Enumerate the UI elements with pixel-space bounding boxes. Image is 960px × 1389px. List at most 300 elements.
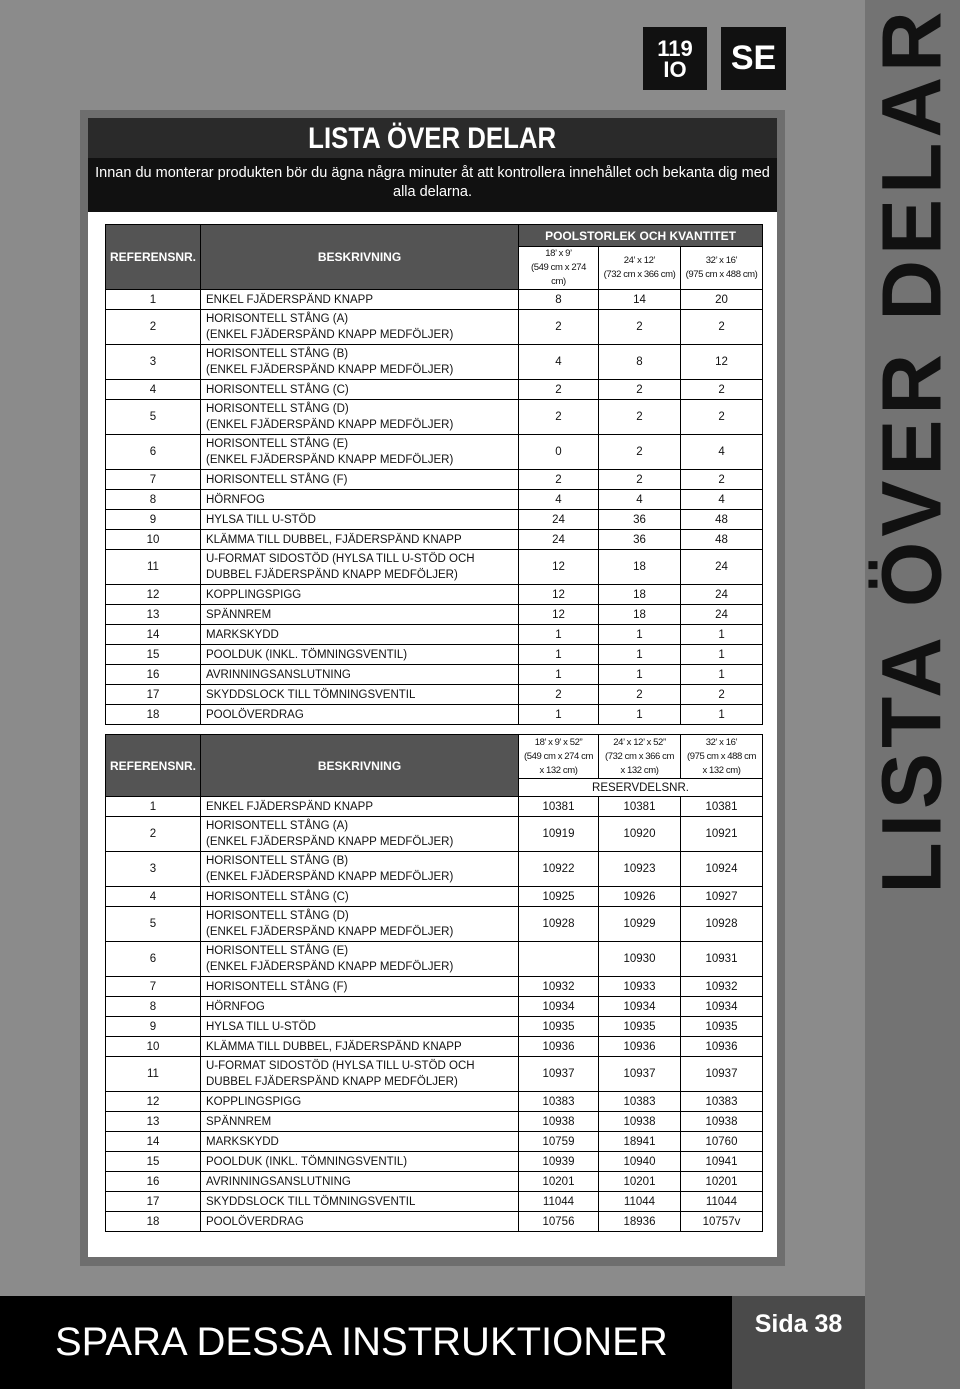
- value-cell: 10937: [681, 1057, 763, 1092]
- value-cell: 12: [681, 345, 763, 380]
- value-cell: 10756: [519, 1212, 599, 1232]
- page-title-text: LISTA ÖVER DELAR: [308, 122, 557, 155]
- table-row: [106, 1172, 763, 1192]
- desc-line: HORISONTELL STÅNG (C): [206, 383, 349, 396]
- value-cell: 24: [681, 605, 763, 625]
- value-cell: 1: [599, 625, 681, 645]
- ref-cell: 14: [106, 1132, 201, 1152]
- desc-line: (ENKEL FJÄDERSPÄND KNAPP MEDFÖLJER): [206, 871, 454, 883]
- value-cell: 2: [599, 400, 681, 435]
- value-cell: 2: [519, 310, 599, 345]
- ref-cell: 7: [106, 470, 201, 490]
- value-cell: 2: [681, 470, 763, 490]
- value-cell: 10935: [681, 1017, 763, 1037]
- desc-line: DUBBEL FJÄDERSPÄND KNAPP MEDFÖLJER): [206, 569, 458, 581]
- table-row: [106, 310, 763, 345]
- value-cell: 11044: [519, 1192, 599, 1212]
- desc-line: HORISONTELL STÅNG (D): [206, 403, 349, 415]
- value-cell: 14: [599, 290, 681, 310]
- ref-cell: 12: [106, 1092, 201, 1112]
- size-metric: (732 cm x 366 cm): [603, 269, 676, 280]
- value-cell: 10937: [519, 1057, 599, 1092]
- desc-line: (ENKEL FJÄDERSPÄND KNAPP MEDFÖLJER): [206, 961, 454, 973]
- table-header-row: [106, 735, 763, 779]
- table-row: [106, 605, 763, 625]
- desc-cell: [201, 852, 519, 887]
- value-cell: 10927: [681, 887, 763, 907]
- value-cell: 10924: [681, 852, 763, 887]
- desc-cell: [201, 435, 519, 470]
- save-instructions-banner: SPARA DESSA INSTRUKTIONER: [0, 1296, 732, 1389]
- desc-line: POOLÖVERDRAG: [206, 708, 304, 721]
- ref-cell: 12: [106, 585, 201, 605]
- table-row: [106, 997, 763, 1017]
- value-cell: 10381: [681, 797, 763, 817]
- table-row: [106, 907, 763, 942]
- value-cell: 10938: [599, 1112, 681, 1132]
- value-cell: 1: [599, 665, 681, 685]
- table-row: [106, 345, 763, 380]
- desc-line: KOPPLINGSPIGG: [206, 1095, 302, 1108]
- table-row: [106, 400, 763, 435]
- desc-line: SPÄNNREM: [206, 1115, 272, 1128]
- table-row: [106, 977, 763, 997]
- table-row: [106, 510, 763, 530]
- value-cell: 10757v: [681, 1212, 763, 1232]
- desc-cell: [201, 1057, 519, 1092]
- value-cell: 48: [681, 510, 763, 530]
- table-row: [106, 380, 763, 400]
- value-cell: 4: [681, 490, 763, 510]
- ref-cell: 5: [106, 907, 201, 942]
- value-cell: 4: [681, 435, 763, 470]
- desc-cell: [201, 1112, 519, 1132]
- value-cell: 24: [519, 510, 599, 530]
- table-row: [106, 550, 763, 585]
- desc-cell: [201, 645, 519, 665]
- value-cell: 18: [599, 585, 681, 605]
- desc-line: POOLÖVERDRAG: [206, 1215, 304, 1228]
- desc-line: HYLSA TILL U-STÖD: [206, 513, 316, 526]
- desc-line: KOPPLINGSPIGG: [206, 588, 302, 601]
- size-header: [681, 247, 763, 290]
- size-dim: 24’ x 12’: [623, 255, 656, 266]
- value-cell: 2: [599, 470, 681, 490]
- value-cell: 12: [519, 550, 599, 585]
- value-cell: 1: [681, 645, 763, 665]
- value-cell: 2: [519, 685, 599, 705]
- desc-line: ENKEL FJÄDERSPÄND KNAPP: [206, 800, 374, 813]
- col-ref-header: REFERENSNR.: [106, 735, 201, 797]
- value-cell: 1: [681, 705, 763, 725]
- value-cell: 1: [519, 645, 599, 665]
- size-dim: 18’ x 9’ x 52”: [534, 736, 583, 748]
- value-cell: 10926: [599, 887, 681, 907]
- value-cell: 48: [681, 530, 763, 550]
- value-cell: 10201: [519, 1172, 599, 1192]
- value-cell: 10928: [681, 907, 763, 942]
- ref-cell: 10: [106, 1037, 201, 1057]
- ref-cell: 13: [106, 1112, 201, 1132]
- value-cell: 4: [519, 345, 599, 380]
- value-cell: 1: [599, 705, 681, 725]
- value-cell: 10935: [519, 1017, 599, 1037]
- desc-line: HORISONTELL STÅNG (B): [206, 855, 349, 867]
- desc-line: HORISONTELL STÅNG (F): [206, 473, 348, 486]
- desc-cell: [201, 380, 519, 400]
- value-cell: 2: [681, 310, 763, 345]
- desc-cell: [201, 470, 519, 490]
- desc-cell: [201, 997, 519, 1017]
- size-header: [599, 247, 681, 290]
- desc-line: U-FORMAT SIDOSTÖD (HYLSA TILL U-STÖD OCH: [206, 553, 475, 565]
- value-cell: 10937: [599, 1057, 681, 1092]
- value-cell: 11044: [681, 1192, 763, 1212]
- value-cell: 10936: [519, 1037, 599, 1057]
- value-cell: 10383: [599, 1092, 681, 1112]
- value-cell: 10938: [681, 1112, 763, 1132]
- spare-part-group-label: RESERVDELSNR.: [519, 779, 763, 797]
- value-cell: 1: [599, 645, 681, 665]
- value-cell: 2: [681, 685, 763, 705]
- value-cell: 10938: [519, 1112, 599, 1132]
- table-row: [106, 685, 763, 705]
- desc-cell: [201, 530, 519, 550]
- desc-cell: [201, 797, 519, 817]
- ref-cell: 3: [106, 345, 201, 380]
- value-cell: 10932: [519, 977, 599, 997]
- col-desc-header: BESKRIVNING: [201, 225, 519, 290]
- size-metric: (549 cm x 274 cm: [523, 750, 594, 762]
- table-row: [106, 1037, 763, 1057]
- desc-cell: [201, 665, 519, 685]
- value-cell: 1: [519, 665, 599, 685]
- value-cell: 10923: [599, 852, 681, 887]
- ref-cell: 16: [106, 665, 201, 685]
- table-row: [106, 470, 763, 490]
- ref-cell: 18: [106, 705, 201, 725]
- ref-cell: 18: [106, 1212, 201, 1232]
- ref-cell: 5: [106, 400, 201, 435]
- value-cell: 10919: [519, 817, 599, 852]
- desc-line: HORISONTELL STÅNG (C): [206, 890, 349, 903]
- desc-cell: [201, 310, 519, 345]
- value-cell: 1: [519, 625, 599, 645]
- value-cell: 10929: [599, 907, 681, 942]
- desc-cell: [201, 1192, 519, 1212]
- value-cell: 10920: [599, 817, 681, 852]
- ref-cell: 15: [106, 645, 201, 665]
- desc-cell: [201, 977, 519, 997]
- ref-cell: 17: [106, 685, 201, 705]
- desc-line: ENKEL FJÄDERSPÄND KNAPP: [206, 293, 374, 306]
- desc-line: (ENKEL FJÄDERSPÄND KNAPP MEDFÖLJER): [206, 329, 454, 341]
- ref-cell: 14: [106, 625, 201, 645]
- value-cell: 10759: [519, 1132, 599, 1152]
- table-row: [106, 1112, 763, 1132]
- quantity-table: [105, 224, 763, 725]
- size-metric2: x 132 cm): [620, 764, 659, 776]
- model-badge: [643, 27, 707, 90]
- table-row: [106, 852, 763, 887]
- ref-cell: 15: [106, 1152, 201, 1172]
- model-line1: 119: [657, 35, 693, 61]
- desc-cell: [201, 887, 519, 907]
- desc-cell: [201, 685, 519, 705]
- size-header: [681, 735, 763, 779]
- page-title: [88, 118, 777, 158]
- value-cell: 24: [519, 530, 599, 550]
- ref-cell: 9: [106, 1017, 201, 1037]
- value-cell: 24: [681, 550, 763, 585]
- desc-line: HORISONTELL STÅNG (F): [206, 980, 348, 993]
- value-cell: 2: [681, 400, 763, 435]
- desc-cell: [201, 345, 519, 380]
- table-row: [106, 435, 763, 470]
- value-cell: 8: [519, 290, 599, 310]
- ref-cell: 6: [106, 435, 201, 470]
- value-cell: 0: [519, 435, 599, 470]
- value-cell: 2: [681, 380, 763, 400]
- value-cell: 2: [519, 400, 599, 435]
- desc-line: (ENKEL FJÄDERSPÄND KNAPP MEDFÖLJER): [206, 419, 454, 431]
- value-cell: 10932: [681, 977, 763, 997]
- value-cell: [519, 942, 599, 977]
- desc-line: HORISONTELL STÅNG (D): [206, 910, 349, 922]
- value-cell: 4: [519, 490, 599, 510]
- model-line2: IO: [663, 56, 687, 82]
- ref-cell: 4: [106, 887, 201, 907]
- desc-line: HÖRNFOG: [206, 1000, 265, 1013]
- ref-cell: 8: [106, 490, 201, 510]
- value-cell: 10928: [519, 907, 599, 942]
- value-cell: 18941: [599, 1132, 681, 1152]
- ref-cell: 4: [106, 380, 201, 400]
- table-row: [106, 1152, 763, 1172]
- value-cell: 10383: [519, 1092, 599, 1112]
- desc-cell: [201, 1132, 519, 1152]
- desc-line: SPÄNNREM: [206, 608, 272, 621]
- value-cell: 10939: [519, 1152, 599, 1172]
- desc-line: KLÄMMA TILL DUBBEL, FJÄDERSPÄND KNAPP: [206, 533, 462, 546]
- desc-line: AVRINNINGSANSLUTNING: [206, 1175, 351, 1188]
- desc-cell: [201, 585, 519, 605]
- desc-cell: [201, 400, 519, 435]
- value-cell: 36: [599, 530, 681, 550]
- desc-line: HORISONTELL STÅNG (A): [206, 820, 349, 832]
- table-header-row: [106, 225, 763, 247]
- ref-cell: 16: [106, 1172, 201, 1192]
- value-cell: 10921: [681, 817, 763, 852]
- value-cell: 2: [519, 470, 599, 490]
- value-cell: 10925: [519, 887, 599, 907]
- value-cell: 10381: [599, 797, 681, 817]
- desc-line: MARKSKYDD: [206, 1135, 279, 1148]
- size-metric2: x 132 cm): [702, 764, 741, 776]
- value-cell: 4: [599, 490, 681, 510]
- desc-cell: [201, 1172, 519, 1192]
- desc-cell: [201, 942, 519, 977]
- desc-line: (ENKEL FJÄDERSPÄND KNAPP MEDFÖLJER): [206, 836, 454, 848]
- ref-cell: 2: [106, 817, 201, 852]
- size-dim: 32’ x 16’: [705, 736, 738, 748]
- size-metric: (975 cm x 488 cm): [685, 269, 758, 280]
- value-cell: 10935: [599, 1017, 681, 1037]
- desc-line: HORISONTELL STÅNG (A): [206, 313, 349, 325]
- value-cell: 18: [599, 550, 681, 585]
- size-header: [599, 735, 681, 779]
- desc-line: SKYDDSLOCK TILL TÖMNINGSVENTIL: [206, 688, 416, 701]
- ref-cell: 9: [106, 510, 201, 530]
- table-row: [106, 290, 763, 310]
- desc-cell: [201, 817, 519, 852]
- size-group-header: POOLSTORLEK OCH KVANTITET: [519, 225, 763, 247]
- table-row: [106, 665, 763, 685]
- col-ref-header: REFERENSNR.: [106, 225, 201, 290]
- desc-line: (ENKEL FJÄDERSPÄND KNAPP MEDFÖLJER): [206, 926, 454, 938]
- value-cell: 10760: [681, 1132, 763, 1152]
- spare-parts-table: [105, 734, 763, 1232]
- desc-cell: [201, 605, 519, 625]
- table-row: [106, 887, 763, 907]
- value-cell: 10201: [681, 1172, 763, 1192]
- value-cell: 10934: [519, 997, 599, 1017]
- value-cell: 12: [519, 605, 599, 625]
- table-row: [106, 645, 763, 665]
- value-cell: 10934: [599, 997, 681, 1017]
- value-cell: 2: [599, 310, 681, 345]
- desc-line: HORISONTELL STÅNG (E): [206, 945, 349, 957]
- side-title: LISTA ÖVER DELAR: [864, 6, 959, 894]
- table-row: [106, 530, 763, 550]
- ref-cell: 11: [106, 1057, 201, 1092]
- value-cell: 10922: [519, 852, 599, 887]
- table-row: [106, 1192, 763, 1212]
- desc-cell: [201, 1092, 519, 1112]
- value-cell: 10934: [681, 997, 763, 1017]
- ref-cell: 1: [106, 290, 201, 310]
- value-cell: 10933: [599, 977, 681, 997]
- page-number: Sida 38: [732, 1296, 865, 1389]
- value-cell: 2: [599, 380, 681, 400]
- ref-cell: 2: [106, 310, 201, 345]
- value-cell: 8: [599, 345, 681, 380]
- table-row: [106, 1017, 763, 1037]
- size-header: [519, 735, 599, 779]
- table-row: [106, 705, 763, 725]
- size-metric2: x 132 cm): [539, 764, 578, 776]
- desc-cell: [201, 290, 519, 310]
- value-cell: 10931: [681, 942, 763, 977]
- table-row: [106, 1057, 763, 1092]
- desc-cell: [201, 550, 519, 585]
- table-row: [106, 1212, 763, 1232]
- size-metric: (549 cm x 274 cm): [531, 262, 586, 287]
- table-row: [106, 490, 763, 510]
- table-row: [106, 817, 763, 852]
- value-cell: 18936: [599, 1212, 681, 1232]
- desc-cell: [201, 1152, 519, 1172]
- value-cell: 10936: [681, 1037, 763, 1057]
- desc-cell: [201, 1212, 519, 1232]
- value-cell: 2: [599, 435, 681, 470]
- desc-line: (ENKEL FJÄDERSPÄND KNAPP MEDFÖLJER): [206, 454, 454, 466]
- ref-cell: 6: [106, 942, 201, 977]
- col-desc-header: BESKRIVNING: [201, 735, 519, 797]
- table-row: [106, 942, 763, 977]
- desc-line: POOLDUK (INKL. TÖMNINGSVENTIL): [206, 1155, 408, 1168]
- value-cell: 1: [681, 625, 763, 645]
- desc-line: HORISONTELL STÅNG (B): [206, 348, 349, 360]
- desc-line: MARKSKYDD: [206, 628, 279, 641]
- value-cell: 10381: [519, 797, 599, 817]
- table-row: [106, 1092, 763, 1112]
- desc-line: DUBBEL FJÄDERSPÄND KNAPP MEDFÖLJER): [206, 1076, 458, 1088]
- size-dim: 18’ x 9’: [545, 248, 572, 259]
- value-cell: 10940: [599, 1152, 681, 1172]
- value-cell: 20: [681, 290, 763, 310]
- desc-line: AVRINNINGSANSLUTNING: [206, 668, 351, 681]
- value-cell: 12: [519, 585, 599, 605]
- ref-cell: 17: [106, 1192, 201, 1212]
- value-cell: 10383: [681, 1092, 763, 1112]
- desc-cell: [201, 1037, 519, 1057]
- value-cell: 1: [681, 665, 763, 685]
- table-row: [106, 1132, 763, 1152]
- value-cell: 18: [599, 605, 681, 625]
- desc-line: HORISONTELL STÅNG (E): [206, 438, 349, 450]
- size-dim: 24’ x 12’ x 52”: [613, 736, 666, 748]
- value-cell: 1: [519, 705, 599, 725]
- value-cell: 10941: [681, 1152, 763, 1172]
- desc-line: (ENKEL FJÄDERSPÄND KNAPP MEDFÖLJER): [206, 364, 454, 376]
- ref-cell: 13: [106, 605, 201, 625]
- desc-cell: [201, 510, 519, 530]
- intro-text: Innan du monterar produkten bör du ägna några minuter åt att kontrollera innehållet och bekanta dig med alla delarna.: [88, 158, 777, 212]
- size-metric: (975 cm x 488 cm: [686, 750, 757, 762]
- value-cell: 11044: [599, 1192, 681, 1212]
- ref-cell: 3: [106, 852, 201, 887]
- desc-line: SKYDDSLOCK TILL TÖMNINGSVENTIL: [206, 1195, 416, 1208]
- value-cell: 10930: [599, 942, 681, 977]
- ref-cell: 10: [106, 530, 201, 550]
- desc-cell: [201, 490, 519, 510]
- desc-line: HÖRNFOG: [206, 493, 265, 506]
- table-row: [106, 797, 763, 817]
- ref-cell: 11: [106, 550, 201, 585]
- desc-line: POOLDUK (INKL. TÖMNINGSVENTIL): [206, 648, 408, 661]
- value-cell: 2: [599, 685, 681, 705]
- language-badge: SE: [721, 27, 786, 90]
- value-cell: 2: [519, 380, 599, 400]
- desc-cell: [201, 705, 519, 725]
- value-cell: 24: [681, 585, 763, 605]
- ref-cell: 8: [106, 997, 201, 1017]
- ref-cell: 7: [106, 977, 201, 997]
- size-metric: (732 cm x 366 cm: [604, 750, 675, 762]
- table-row: [106, 585, 763, 605]
- desc-line: U-FORMAT SIDOSTÖD (HYLSA TILL U-STÖD OCH: [206, 1060, 475, 1072]
- size-dim: 32’ x 16’: [705, 255, 738, 266]
- desc-cell: [201, 907, 519, 942]
- table-row: [106, 625, 763, 645]
- desc-line: HYLSA TILL U-STÖD: [206, 1020, 316, 1033]
- desc-cell: [201, 1017, 519, 1037]
- desc-line: KLÄMMA TILL DUBBEL, FJÄDERSPÄND KNAPP: [206, 1040, 462, 1053]
- desc-cell: [201, 625, 519, 645]
- size-header: [519, 247, 599, 290]
- ref-cell: 1: [106, 797, 201, 817]
